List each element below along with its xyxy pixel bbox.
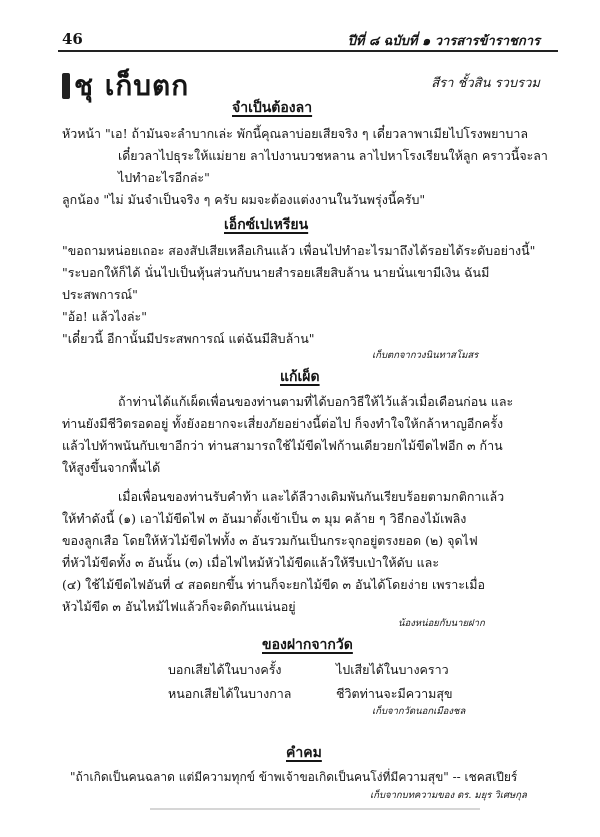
- section-heading: แก้เผ็ด: [280, 369, 320, 385]
- dialogue-line: "ขอถามหน่อยเถอะ สองสัปเสียเหลือเกินแล้ว เพื่อนไปทำอะไรมาถึงได้รอยได้ระดับอย่างนี้": [62, 243, 536, 258]
- column-logo-text: ชุ เก็บตก: [74, 69, 190, 102]
- verse-line: บอกเสียได้ในบางครั้ง: [168, 662, 282, 677]
- header-rule: [58, 50, 558, 52]
- dialogue-line: "เดี๋ยวนี้ อีกานั้นมีประสพการณ์ แต่ฉันมีสิบล้าน": [62, 331, 315, 346]
- verse-line: ชีวิตท่านจะมีความสุข: [336, 686, 453, 701]
- paragraph-line: เมื่อเพื่อนของท่านรับคำท้า และได้ลีวางเดิมพันกันเรียบร้อยตามกติกาแล้ว: [118, 489, 505, 504]
- dialogue-line: ไปทำอะไรอีกล่ะ": [118, 170, 210, 185]
- paragraph-line: ให้สูงขึ้นจากพื้นได้: [62, 460, 161, 475]
- paragraph-line: ถ้าท่านได้แก้เผ็ดเพื่อนของท่านตามที่ได้บอกวิธีให้ไว้แล้วเมื่อเดือนก่อน และ: [118, 394, 514, 409]
- scan-artifact: [150, 808, 480, 810]
- source-credit: เก็บตกจากวงนินทาสโมสร: [372, 350, 479, 361]
- section-heading: เอ็กซ์เปเหรียน: [224, 217, 309, 233]
- paragraph-line: ท่านยังมีชีวิตรอดอยู่ ทั้งยังอยากจะเสี่ยงภัยอย่างนี้ต่อไป ก็จงทำใจให้กล้าหาญอีกครั้ง: [62, 416, 504, 431]
- dialogue-line: หัวหน้า "เอ! ถ้ามันจะลำบากเล่ะ พักนี้คุณลาบ่อยเสียจริง ๆ เดี๋ยวลาพาเมียไปโรงพยาบาล: [62, 126, 529, 141]
- dialogue-line: ประสพการณ์": [62, 287, 138, 302]
- verse-line: หนอกเสียได้ในบางกาล: [168, 686, 292, 701]
- running-head: ปีที่ ๘ ฉบับที่ ๑ วารสารข้าราชการ: [347, 34, 540, 49]
- quote-line: "ถ้าเกิดเป็นคนฉลาด แต่มีความทุกข์ ข้าพเจ้าขอเกิดเป็นคนโง่ที่มีความสุข" -- เชคสเปียร์: [70, 770, 518, 784]
- paragraph-line: ให้ทำดังนี้ (๑) เอาไม้ขีดไฟ ๓ อันมาตั้งเข้าเป็น ๓ มุม คล้าย ๆ วิธีกองไม้เพลิง: [62, 511, 467, 526]
- source-credit: น้องหน่อยกับนายฝาก: [398, 618, 485, 629]
- source-credit: เก็บจากบทความของ ดร. มยุร วิเศษกุล: [370, 790, 527, 801]
- paragraph-line: (๔) ใช้ไม้ขีดไฟอันที่ ๔ สอดยกขึ้น ท่านก็จะยกไม้ขีด ๓ อันได้โดยง่าย เพราะเมื่อ: [62, 577, 486, 592]
- column-logo-ornament-icon: [62, 73, 70, 99]
- verse-line: ไปเสียได้ในบางคราว: [336, 662, 449, 677]
- paragraph-line: แล้วไปท้าพนันกับเขาอีกว่า ท่านสามารถใช้ไม้ขีดไฟก้านเดียวยกไม้ขีดไฟอีก ๓ ก้าน: [62, 438, 503, 453]
- section-heading: จำเป็นต้องลา: [232, 100, 313, 116]
- paragraph-line: ของลูกเสือ โดยให้หัวไม้ขีดไฟทั้ง ๓ อันรวมกันเป็นกระจุกอยู่ตรงยอด (๒) จุดไฟ: [62, 533, 478, 548]
- section-heading: ของฝากจากวัด: [262, 637, 353, 653]
- dialogue-line: เดี๋ยวลาไปธุระให้แม่ยาย ลาไปงานบวชหลาน ลาไปหาโรงเรียนให้ลูก คราวนี้จะลา: [118, 148, 548, 163]
- section-heading: คำคม: [286, 745, 322, 761]
- dialogue-line: "อ้อ! แล้วไงล่ะ": [62, 309, 148, 324]
- paragraph-line: หัวไม้ขีด ๓ อันไหม้ไฟแล้วก็จะติดกันแน่นอยู่: [62, 599, 296, 614]
- dialogue-line: "ระบอกให้ก็ได้ นั่นไปเป็นหุ้นส่วนกับนายสำรอยเสียสิบล้าน นายนั่นเขามีเงิน ฉันมี: [62, 265, 490, 280]
- compiler-credit: สีรา ชั้วสิน รวบรวม: [431, 76, 540, 91]
- source-credit: เก็บจากวัดนอกเมืองชล: [372, 706, 466, 717]
- dialogue-line: ลูกน้อง "ไม่ มันจำเป็นจริง ๆ ครับ ผมจะต้องแต่งงานในวันพรุ่งนี้ครับ": [62, 192, 426, 207]
- paragraph-line: ที่หัวไม้ขีดทั้ง ๓ อันนั้น (๓) เมื่อไฟไหม้หัวไม้ขีดแล้วให้รีบเป่าให้ดับ และ: [62, 555, 440, 570]
- page-number: 46: [62, 30, 83, 48]
- column-logo: [62, 64, 189, 108]
